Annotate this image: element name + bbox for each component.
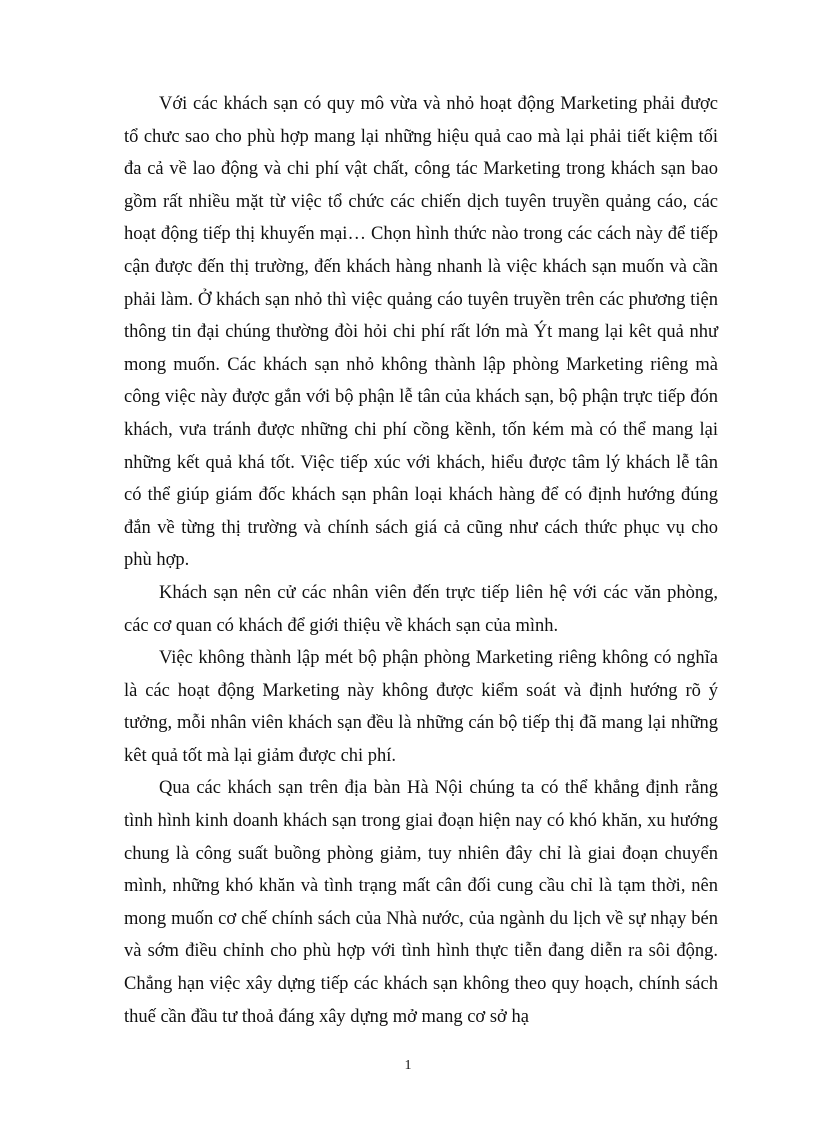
paragraph-4: Qua các khách sạn trên địa bàn Hà Nội chúng ta có thể khẳng định rằng tình hình kinh doanh khách sạn trong giai đoạn hiện nay có khó khăn, xu hướng chung là công suất buồng phòng giảm, tuy nhiên đây chỉ là giai đoạn chuyển mình, những khó khăn và tình trạng mất cân đối cung cầu chỉ là tạm thời, nên mong muốn cơ chế chính sách của Nhà nước, của ngành du lịch về sự nhạy bén và sớm điều chỉnh cho phù hợp với tình hình thực tiễn đang diễn ra sôi động. Chẳng hạn việc xây dựng tiếp các khách sạn không theo quy hoạch, chính sách thuế cần đầu tư thoả đáng xây dựng mở mang cơ sở hạ [124, 778, 718, 1027]
document-body [124, 88, 718, 1033]
paragraph-3: Việc không thành lập mét bộ phận phòng Marketing riêng không có nghĩa là các hoạt động Marketing này không được kiểm soát và định hướng rõ ý tưởng, mỗi nhân viên khách sạn đều là những cán bộ tiếp thị đã mang lại những kêt quả tốt mà lại giảm được chi phí. [124, 648, 718, 766]
paragraph-2: Khách sạn nên cử các nhân viên đến trực tiếp liên hệ với các văn phòng, các cơ quan có khách để giới thiệu về khách sạn của mình. [124, 582, 718, 636]
page-number: 1 [404, 1058, 412, 1073]
paragraph-1: Với các khách sạn có quy mô vừa và nhỏ hoạt động Marketing phải được tổ chưc sao cho phù hợp mang lại những hiệu quả cao mà lại phải tiết kiệm tối đa cả về lao động và chi phí vật chất, công tác Marketing trong khách sạn bao gồm rất nhiều mặt từ việc tổ chức các chiến dịch tuyên truyền quảng cáo, các hoạt động tiếp thị khuyến mại… Chọn hình thức nào trong các cách này để tiếp cận được đến thị trường, đến khách hàng nhanh là việc khách sạn muốn và cần phải làm. Ở khách sạn nhỏ thì việc quảng cáo tuyên truyền trên các phương tiện thông tin đại chúng thường đòi hỏi chi phí rất lớn mà Ýt mang lại kêt quả như mong muốn. Các khách sạn nhỏ không thành lập phòng Marketing riêng mà công việc này được gắn với bộ phận lễ tân của khách sạn, bộ phận trực tiếp đón khách, vưa tránh được những chi phí cồng kềnh, tốn kém mà có thể mang lại những kết quả khá tốt. Việc tiếp xúc với khách, hiểu được tâm lý khách lễ tân có thể giúp giám đốc khách sạn phân loại khách hàng để có định hướng đúng đắn về từng thị trường và chính sách giá cả cũng như cách thức phục vụ cho phù hợp. [124, 94, 718, 571]
